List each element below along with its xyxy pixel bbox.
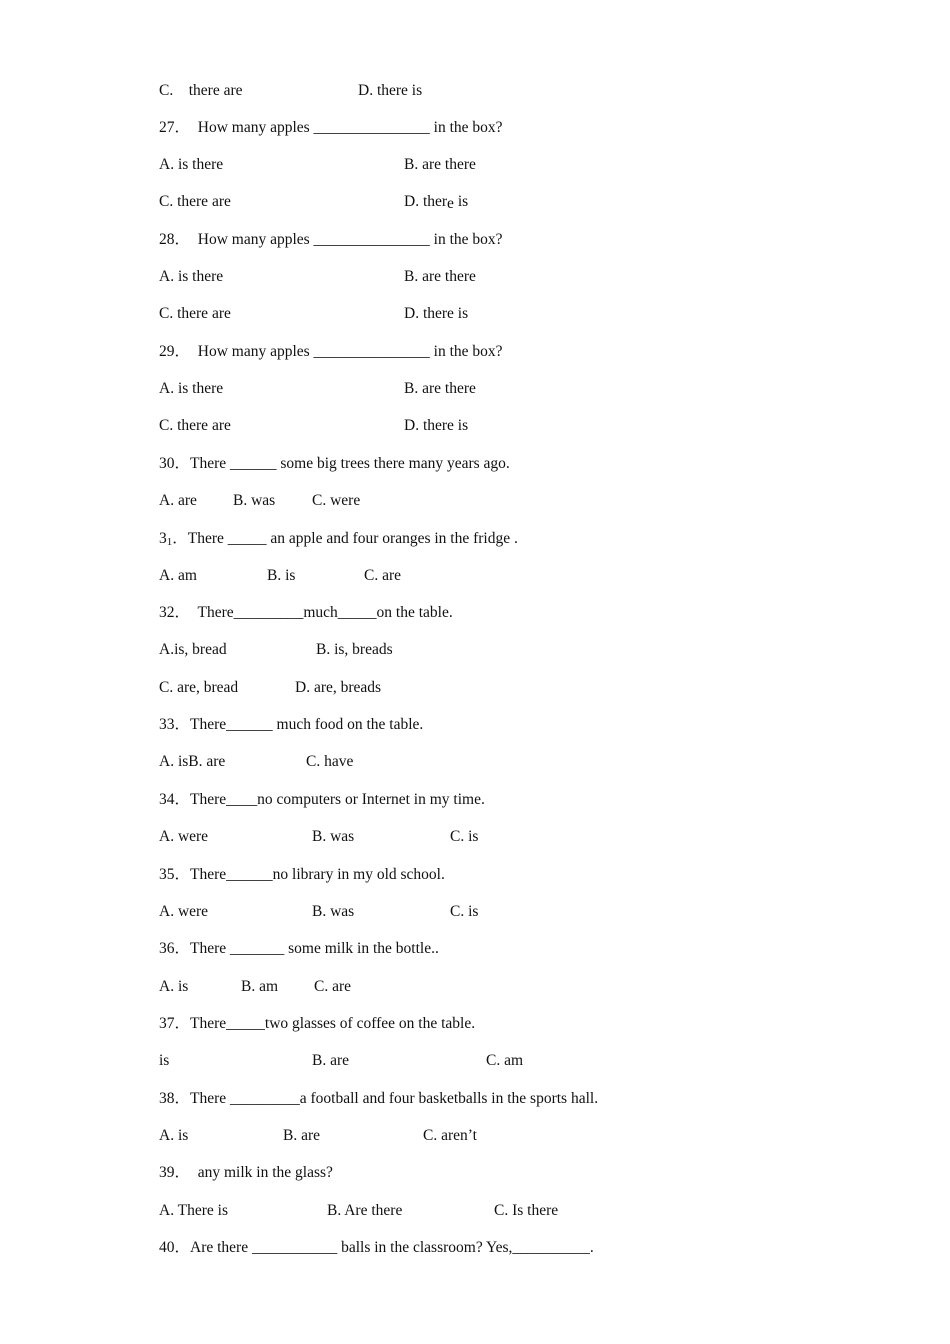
question-31: 31．There _____ an apple and four oranges in the fridge . [159,530,518,548]
option-c: C. aren’t [423,1127,477,1144]
option-a: A. is [159,978,189,995]
question-38: 38．There _________a football and four basketballs in the sports hall. [159,1090,599,1107]
option-b: B. are there [404,380,476,397]
line-options-36 [0,977,352,997]
option-b: B. are [312,1052,350,1069]
option-a: A. is there [159,156,224,173]
line-options-32-ab [0,640,393,660]
option-a: A.is, bread [159,641,227,658]
option-d: D. there is [404,193,469,212]
line-options-30 [0,491,361,511]
line-options-32-cd [0,678,382,698]
line-options-27-ab [0,155,476,175]
line-options-28-cd [0,304,469,324]
question-40: 40．Are there ___________ balls in the classroom? Yes,__________. [159,1239,594,1256]
option-a: A. is [159,1127,189,1144]
line-options-29-ab [0,379,476,399]
option-a: is [159,1052,170,1069]
option-b: B. am [241,978,279,995]
line-options-37 [0,1051,524,1071]
question-32: 32． There_________much_____on the table. [159,604,453,621]
option-c: C. there are [159,82,243,99]
option-b: B. was [312,828,355,845]
line-options-38 [0,1126,477,1146]
option-a: A. is there [159,268,224,285]
option-a: A. am [159,567,197,584]
option-b: B. was [233,492,276,509]
option-d: D. there is [358,82,423,99]
option-b: B. is, breads [316,641,393,658]
question-27: 27． How many apples _______________ in the box? [159,119,503,136]
line-options-33 [0,752,354,772]
line-options-28-ab [0,267,476,287]
option-b: B. are there [404,268,476,285]
option-a: A. were [159,828,209,845]
option-c: C. is [450,903,479,920]
option-c: C. have [306,753,354,770]
option-b: B. Are there [327,1202,403,1219]
option-c: C. Is there [494,1202,559,1219]
option-c: C. are [364,567,402,584]
question-28: 28． How many apples _______________ in the box? [159,231,503,248]
option-c: C. there are [159,305,231,322]
option-ab: A. isB. are [159,753,226,770]
option-c: C. there are [159,417,231,434]
option-a: A. is there [159,380,224,397]
option-a: A. were [159,903,209,920]
option-b: B. was [312,903,355,920]
option-d: D. there is [404,417,469,434]
option-a: A. are [159,492,197,509]
option-a: A. There is [159,1202,229,1219]
option-c: C. is [450,828,479,845]
line-options-34 [0,827,479,847]
question-34: 34．There____no computers or Internet in my time. [159,791,485,808]
line-options-39 [0,1201,559,1221]
question-29: 29． How many apples _______________ in the box? [159,343,503,360]
option-d: D. are, breads [295,679,382,696]
option-b: B. is [267,567,296,584]
line-options-31 [0,566,402,586]
question-37: 37．There_____two glasses of coffee on the table. [159,1015,476,1032]
question-39: 39． any milk in the glass? [159,1164,333,1181]
option-c: C. there are [159,193,231,210]
line-options-29-cd [0,416,469,436]
question-30: 30．There ______ some big trees there many years ago. [159,455,510,472]
option-b: B. are there [404,156,476,173]
option-d: D. there is [404,305,469,322]
option-b: B. are [283,1127,321,1144]
option-c: C. were [312,492,361,509]
line-options-26-cd [0,81,423,101]
option-c: C. are [314,978,352,995]
line-options-35 [0,902,479,922]
question-36: 36．There _______ some milk in the bottle.. [159,940,439,957]
line-options-27-cd [0,192,469,212]
question-35: 35．There______no library in my old school. [159,866,445,883]
question-33: 33．There______ much food on the table. [159,716,424,733]
option-c: C. are, bread [159,679,239,696]
option-c: C. am [486,1052,524,1069]
